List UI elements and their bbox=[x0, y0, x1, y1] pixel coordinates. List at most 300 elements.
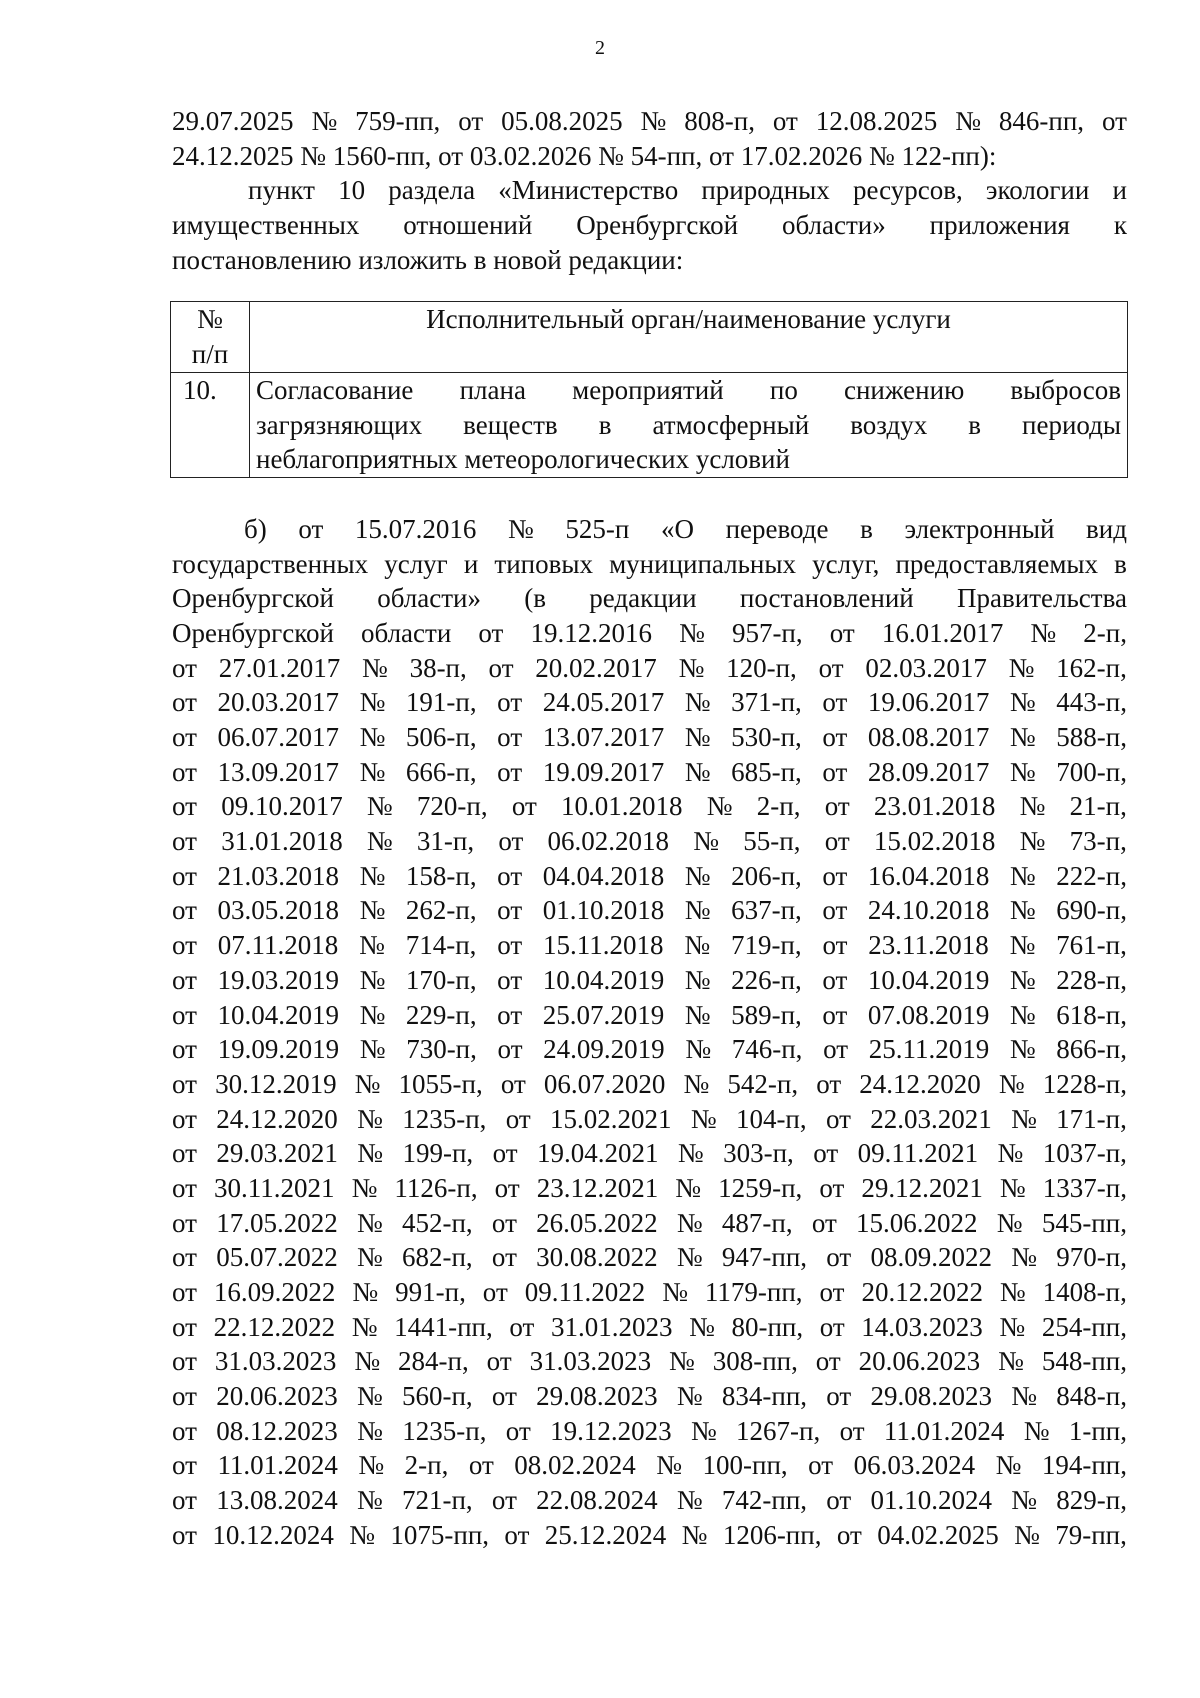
word: от bbox=[497, 964, 523, 995]
text-line bbox=[172, 928, 1127, 963]
word: от bbox=[808, 1450, 834, 1481]
service-table bbox=[170, 301, 1128, 477]
text-line bbox=[172, 1518, 1127, 1553]
word: 206-п, bbox=[731, 860, 802, 891]
word: 848-п, bbox=[1056, 1381, 1127, 1412]
word: 199-п, bbox=[402, 1138, 474, 1169]
word: от bbox=[482, 1277, 508, 1308]
word: от bbox=[836, 1519, 862, 1550]
word: 1408-п, bbox=[1042, 1277, 1127, 1308]
word: от bbox=[824, 826, 850, 857]
word: от bbox=[491, 1242, 517, 1273]
word: и bbox=[463, 548, 479, 579]
word: 262-п, bbox=[405, 895, 477, 926]
word: № bbox=[1011, 1242, 1037, 1273]
word: № bbox=[955, 106, 981, 136]
word: № bbox=[676, 1485, 703, 1516]
word: № bbox=[1011, 1381, 1037, 1412]
word: 04.04.2018 bbox=[542, 860, 665, 891]
word: от bbox=[772, 106, 798, 136]
word: от bbox=[172, 1242, 197, 1273]
word: 742-пп, bbox=[721, 1485, 808, 1516]
word: № bbox=[359, 930, 385, 961]
word: 19.06.2017 bbox=[867, 687, 990, 718]
text-line bbox=[172, 685, 1127, 720]
word: 29.07.2025 bbox=[172, 106, 294, 136]
cell-text-line: неблагоприятных метеорологических условий bbox=[256, 444, 790, 475]
word: 730-п, bbox=[406, 1034, 477, 1065]
word: от bbox=[172, 1068, 197, 1099]
header-num-cell bbox=[171, 302, 250, 372]
word: 80-пп, bbox=[731, 1311, 804, 1342]
word: 03.05.2018 bbox=[217, 895, 340, 926]
word: № bbox=[1009, 860, 1036, 891]
word: № bbox=[675, 1172, 702, 1203]
word: периоды bbox=[1022, 409, 1121, 440]
word: в bbox=[968, 409, 981, 440]
word: 10.01.2018 bbox=[561, 791, 683, 822]
word: № bbox=[508, 513, 534, 544]
word: отношений bbox=[403, 210, 533, 241]
word: № bbox=[690, 1415, 717, 1446]
word: № bbox=[357, 1103, 383, 1134]
word: 20.03.2017 bbox=[217, 687, 340, 718]
word: (в bbox=[524, 583, 546, 614]
word: 761-п, bbox=[1056, 930, 1127, 961]
word: № bbox=[998, 1346, 1024, 1377]
word: 487-п, bbox=[721, 1207, 793, 1238]
word: от bbox=[172, 826, 197, 857]
text-line bbox=[172, 1344, 1127, 1379]
word: от bbox=[458, 106, 484, 136]
word: № bbox=[1019, 791, 1046, 822]
word: от bbox=[826, 1485, 852, 1516]
word: № bbox=[684, 687, 711, 718]
word: 194-пп, bbox=[1041, 1450, 1127, 1481]
word: от bbox=[172, 1172, 197, 1203]
word: 17.05.2022 bbox=[216, 1207, 338, 1238]
word: 866-п, bbox=[1056, 1034, 1127, 1065]
word: 30.12.2019 bbox=[215, 1068, 337, 1099]
word: 13.09.2017 bbox=[217, 756, 340, 787]
word: № bbox=[684, 895, 711, 926]
word: 79-пп, bbox=[1055, 1519, 1127, 1550]
word: 06.07.2020 bbox=[543, 1068, 666, 1099]
word: области» bbox=[377, 583, 481, 614]
word: № bbox=[676, 1207, 703, 1238]
word: 21.03.2018 bbox=[217, 860, 340, 891]
word: 970-п, bbox=[1056, 1242, 1127, 1273]
text-line bbox=[172, 1483, 1127, 1518]
word: области bbox=[361, 617, 452, 648]
word: № bbox=[311, 106, 338, 136]
text-line bbox=[172, 755, 1127, 790]
word: плана bbox=[459, 374, 526, 405]
word: от bbox=[497, 930, 523, 961]
word: 721-п, bbox=[401, 1485, 473, 1516]
word: от bbox=[497, 1034, 523, 1065]
word: от bbox=[172, 930, 197, 961]
word: загрязняющих bbox=[256, 409, 423, 440]
word: 10.04.2019 bbox=[867, 964, 990, 995]
word: № bbox=[1008, 652, 1035, 683]
word: от bbox=[172, 756, 197, 787]
word: 15.02.2018 bbox=[873, 826, 996, 857]
word: 589-п, bbox=[731, 999, 802, 1030]
word: № bbox=[359, 1034, 386, 1065]
word: № bbox=[1009, 687, 1036, 718]
word: от bbox=[822, 860, 848, 891]
word: природных bbox=[701, 175, 830, 206]
word: № bbox=[678, 652, 705, 683]
word: 226-п, bbox=[731, 964, 802, 995]
word: 542-п, bbox=[727, 1068, 799, 1099]
word: 666-п, bbox=[405, 756, 477, 787]
word: 719-п, bbox=[730, 930, 802, 961]
word: 08.08.2017 bbox=[867, 722, 990, 753]
word: от bbox=[468, 1450, 494, 1481]
word: № bbox=[640, 106, 667, 136]
word: 525-п bbox=[565, 513, 630, 544]
word: от bbox=[172, 1103, 197, 1134]
word: от bbox=[505, 1415, 531, 1446]
word: 31.03.2023 bbox=[529, 1346, 652, 1377]
text-line bbox=[172, 581, 1127, 616]
word: № bbox=[995, 1450, 1022, 1481]
word: 1228-п, bbox=[1042, 1068, 1127, 1099]
word: от bbox=[172, 999, 197, 1030]
word: «Министерство bbox=[498, 175, 679, 206]
word: № bbox=[681, 1519, 708, 1550]
word: 1126-п, bbox=[394, 1172, 478, 1203]
word: № bbox=[684, 756, 711, 787]
text-line bbox=[172, 1448, 1127, 1483]
word: № bbox=[354, 1068, 381, 1099]
word: 834-пп, bbox=[721, 1381, 808, 1412]
word: 720-п, bbox=[416, 791, 488, 822]
word: от bbox=[826, 1381, 852, 1412]
word: постановлений bbox=[739, 583, 914, 614]
word: Правительства bbox=[957, 583, 1127, 614]
word: 808-п, bbox=[684, 106, 755, 136]
word: 308-пп, bbox=[712, 1346, 798, 1377]
word: № bbox=[366, 791, 393, 822]
word: от bbox=[813, 1138, 839, 1169]
word: от bbox=[497, 860, 523, 891]
word: № bbox=[684, 964, 711, 995]
word: 120-п, bbox=[726, 652, 797, 683]
word: от bbox=[822, 895, 848, 926]
text-line: постановлению изложить в новой редакции: bbox=[172, 244, 684, 275]
word: 29.08.2023 bbox=[536, 1381, 658, 1412]
word: 829-п, bbox=[1056, 1485, 1127, 1516]
text-line bbox=[172, 547, 1127, 582]
word: от bbox=[172, 1346, 197, 1377]
word: редакции bbox=[589, 583, 697, 614]
word: снижению bbox=[844, 374, 965, 405]
word: 10 bbox=[338, 175, 366, 206]
word: от bbox=[172, 1415, 197, 1446]
word: от bbox=[819, 1277, 845, 1308]
word: 690-п, bbox=[1056, 895, 1127, 926]
row-text-cell bbox=[250, 372, 1128, 477]
word: № bbox=[359, 964, 386, 995]
word: 08.09.2022 bbox=[870, 1242, 992, 1273]
word: 05.07.2022 bbox=[216, 1242, 338, 1273]
word: 685-п, bbox=[731, 756, 802, 787]
table-header-row bbox=[171, 302, 1128, 372]
table-row bbox=[171, 372, 1128, 477]
word: пункт bbox=[248, 175, 315, 206]
word: № bbox=[354, 1346, 381, 1377]
word: 23.11.2018 bbox=[868, 930, 989, 961]
text-line bbox=[172, 1275, 1127, 1310]
word: 1337-п, bbox=[1042, 1172, 1127, 1203]
word: от bbox=[829, 617, 855, 648]
word: 560-п, bbox=[401, 1381, 473, 1412]
word: от bbox=[172, 895, 197, 926]
spacer bbox=[172, 478, 1127, 512]
text-line bbox=[172, 1102, 1127, 1137]
word: 846-пп, bbox=[998, 106, 1085, 136]
word: 15.02.2021 bbox=[550, 1103, 672, 1134]
word: 22.12.2022 bbox=[213, 1311, 336, 1342]
word: к bbox=[1113, 210, 1127, 241]
word: от bbox=[504, 1519, 530, 1550]
word: от bbox=[486, 1346, 512, 1377]
word: 104-п, bbox=[735, 1103, 807, 1134]
word: 443-п, bbox=[1056, 687, 1127, 718]
word: приложения bbox=[929, 210, 1070, 241]
text-line bbox=[172, 173, 1127, 208]
word: 21-п, bbox=[1069, 791, 1127, 822]
word: от bbox=[509, 1311, 535, 1342]
word: от bbox=[818, 652, 844, 683]
word: от bbox=[172, 860, 197, 891]
word: № bbox=[357, 1415, 383, 1446]
word: 30.11.2021 bbox=[214, 1172, 335, 1203]
word: 07.08.2019 bbox=[867, 999, 990, 1030]
word: 16.09.2022 bbox=[213, 1277, 336, 1308]
word: 11.01.2024 bbox=[217, 1450, 338, 1481]
text-line bbox=[172, 616, 1127, 651]
word: от bbox=[823, 1034, 849, 1065]
word: № bbox=[357, 1138, 384, 1169]
word: 371-п, bbox=[731, 687, 802, 718]
word: от bbox=[816, 1068, 842, 1099]
word: от bbox=[172, 1138, 197, 1169]
word: от bbox=[511, 791, 537, 822]
text-line bbox=[172, 1171, 1127, 1206]
word: 14.03.2023 bbox=[861, 1311, 983, 1342]
word: 100-пп, bbox=[702, 1450, 788, 1481]
word: 548-пп, bbox=[1041, 1346, 1127, 1377]
text-line bbox=[172, 720, 1127, 755]
word: государственных bbox=[172, 548, 369, 579]
word: 29.08.2023 bbox=[870, 1381, 992, 1412]
word: 24.10.2018 bbox=[867, 895, 990, 926]
word: типовых bbox=[494, 548, 593, 579]
word: от bbox=[172, 1450, 197, 1481]
word: № bbox=[358, 1450, 385, 1481]
word: от bbox=[822, 756, 848, 787]
word: от bbox=[488, 652, 514, 683]
word: № bbox=[1030, 617, 1057, 648]
header-num-line: № bbox=[197, 304, 223, 335]
text-line bbox=[172, 998, 1127, 1033]
word: 19.09.2019 bbox=[217, 1034, 340, 1065]
word: 284-п, bbox=[398, 1346, 469, 1377]
word: от bbox=[172, 1485, 197, 1516]
word: 26.05.2022 bbox=[536, 1207, 658, 1238]
word: в bbox=[1114, 548, 1127, 579]
cell-text-line bbox=[250, 408, 1127, 443]
word: от bbox=[491, 1485, 517, 1516]
word: № bbox=[359, 722, 386, 753]
word: 20.06.2023 bbox=[216, 1381, 338, 1412]
word: 15.07.2016 bbox=[354, 513, 477, 544]
word: № bbox=[359, 756, 386, 787]
word: № bbox=[1009, 964, 1036, 995]
word: № bbox=[684, 999, 711, 1030]
text-line bbox=[172, 512, 1127, 547]
word: 15.06.2022 bbox=[856, 1207, 978, 1238]
text-line bbox=[172, 789, 1127, 824]
word: от bbox=[497, 756, 523, 787]
word: от bbox=[826, 1242, 852, 1273]
word: 1441-пп, bbox=[394, 1311, 493, 1342]
word: 13.07.2017 bbox=[542, 722, 665, 753]
row-num-cell: 10. bbox=[171, 372, 250, 477]
word: 04.02.2025 bbox=[877, 1519, 999, 1550]
word: от bbox=[497, 687, 523, 718]
word: 13.08.2024 bbox=[216, 1485, 338, 1516]
word: № bbox=[1009, 930, 1036, 961]
word: № bbox=[685, 1034, 712, 1065]
word: от bbox=[500, 1068, 526, 1099]
word: 19.04.2021 bbox=[536, 1138, 659, 1169]
word: № bbox=[349, 1519, 375, 1550]
word: услуг bbox=[384, 548, 448, 579]
word: 25.07.2019 bbox=[542, 999, 665, 1030]
word: № bbox=[1009, 756, 1036, 787]
word: № bbox=[999, 1277, 1026, 1308]
word: № bbox=[351, 1172, 378, 1203]
word: от bbox=[497, 999, 523, 1030]
word: 618-п, bbox=[1056, 999, 1127, 1030]
word: 10.04.2019 bbox=[217, 999, 340, 1030]
word: от bbox=[491, 1381, 517, 1412]
word: № bbox=[689, 1311, 715, 1342]
word: от bbox=[497, 895, 523, 926]
word: 28.09.2017 bbox=[867, 756, 990, 787]
word: 16.01.2017 bbox=[881, 617, 1004, 648]
word: 27.01.2017 bbox=[218, 652, 341, 683]
word: от bbox=[172, 1311, 197, 1342]
word: 19.03.2019 bbox=[217, 964, 340, 995]
word: 759-пп, bbox=[355, 106, 441, 136]
word: 25.12.2024 bbox=[544, 1519, 667, 1550]
word: 162-п, bbox=[1056, 652, 1127, 683]
word: Согласование bbox=[256, 374, 414, 405]
cell-text-line bbox=[250, 373, 1127, 408]
word: 191-п, bbox=[405, 687, 477, 718]
word: 12.08.2025 bbox=[815, 106, 938, 136]
word: 222-п, bbox=[1056, 860, 1127, 891]
word: № bbox=[679, 617, 705, 648]
word: № bbox=[359, 687, 386, 718]
word: 31-п, bbox=[416, 826, 475, 857]
word: 228-п, bbox=[1056, 964, 1127, 995]
word: № bbox=[362, 652, 388, 683]
word: воздух bbox=[850, 409, 928, 440]
word: № bbox=[351, 1311, 378, 1342]
word: 229-п, bbox=[405, 999, 477, 1030]
word: 10.12.2024 bbox=[212, 1519, 334, 1550]
word: по bbox=[769, 374, 798, 405]
word: № bbox=[669, 1346, 695, 1377]
word: 1179-пп, bbox=[704, 1277, 803, 1308]
word: от bbox=[491, 1207, 517, 1238]
word: 1235-п, bbox=[402, 1415, 487, 1446]
word: 991-п, bbox=[395, 1277, 466, 1308]
word: № bbox=[656, 1450, 683, 1481]
word: экологии bbox=[985, 175, 1090, 206]
word: № bbox=[1009, 999, 1036, 1030]
word: 1206-пп, bbox=[722, 1519, 822, 1550]
word: 530-п, bbox=[731, 722, 802, 753]
word: 303-п, bbox=[723, 1138, 794, 1169]
word: 07.11.2018 bbox=[217, 930, 339, 961]
word: № bbox=[359, 860, 386, 891]
word: № bbox=[359, 895, 386, 926]
word: № bbox=[676, 1242, 703, 1273]
word: 19.09.2017 bbox=[542, 756, 665, 787]
word: 08.02.2024 bbox=[514, 1450, 636, 1481]
word: 452-п, bbox=[401, 1207, 473, 1238]
word: 700-п, bbox=[1056, 756, 1127, 787]
word: № bbox=[999, 1311, 1026, 1342]
word: от bbox=[505, 1103, 531, 1134]
word: услуг, bbox=[812, 548, 880, 579]
word: № bbox=[706, 791, 733, 822]
word: 746-п, bbox=[731, 1034, 803, 1065]
word: от bbox=[172, 652, 197, 683]
text-line bbox=[172, 208, 1127, 243]
word: от bbox=[822, 930, 848, 961]
word: № bbox=[684, 930, 711, 961]
word: 158-п, bbox=[405, 860, 477, 891]
word: имущественных bbox=[172, 210, 360, 241]
word: от bbox=[819, 1311, 845, 1342]
word: от bbox=[172, 1277, 197, 1308]
word: 20.02.2017 bbox=[535, 652, 657, 683]
word: от bbox=[498, 826, 524, 857]
word: от bbox=[172, 687, 197, 718]
word: от bbox=[478, 617, 504, 648]
word: 170-п, bbox=[405, 964, 477, 995]
word: от bbox=[822, 722, 848, 753]
word: выбросов bbox=[1010, 374, 1121, 405]
word: от bbox=[825, 1103, 851, 1134]
text-line bbox=[172, 651, 1127, 686]
word: муниципальных bbox=[609, 548, 797, 579]
word: 254-пп, bbox=[1041, 1311, 1127, 1342]
word: 637-п, bbox=[731, 895, 802, 926]
word: № bbox=[684, 722, 711, 753]
word: 1-пп, bbox=[1068, 1415, 1127, 1446]
text-line bbox=[172, 859, 1127, 894]
